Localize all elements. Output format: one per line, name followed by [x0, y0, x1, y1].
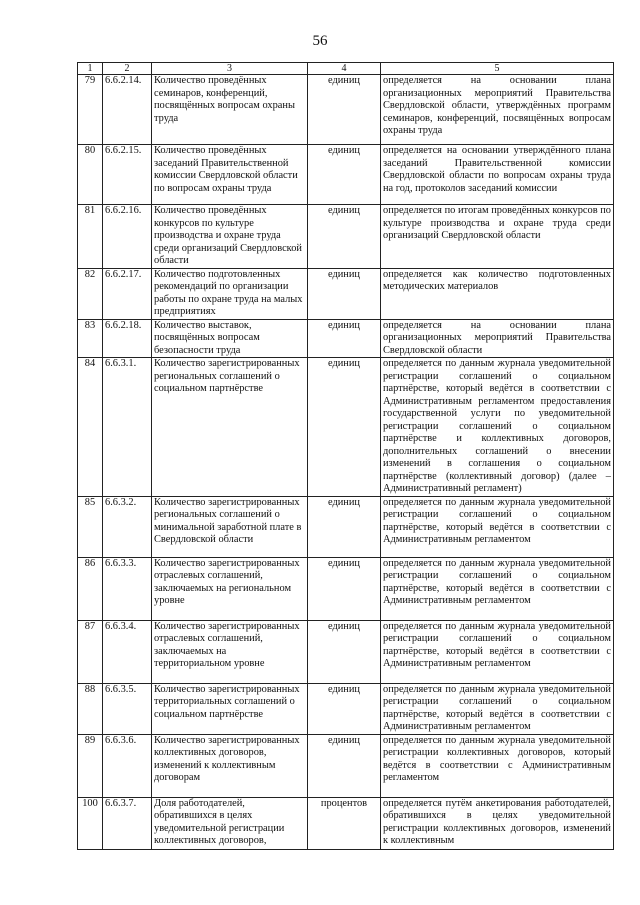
- header-col-5: 5: [381, 63, 614, 75]
- row-indicator-name: Количество проведённых семинаров, конференций, посвящённых вопросам охраны труда: [152, 75, 308, 145]
- row-indicator-name: Количество зарегистрированных региональных соглашений о минимальной заработной плате в Свердловской области: [152, 496, 308, 557]
- row-unit: единиц: [308, 620, 381, 683]
- row-indicator-name: Количество проведённых конкурсов по культуре производства и охране труда среди организаций Свердловской области: [152, 205, 308, 269]
- table-row: [78, 797, 614, 849]
- header-col-2: 2: [103, 63, 152, 75]
- row-code: 6.6.2.17.: [103, 268, 152, 319]
- table-row: [78, 319, 614, 358]
- row-method: определяется по данным журнала уведомительной регистрации соглашений о социальном партнёрстве, который ведётся в соответствии с Административным регламентом: [381, 620, 614, 683]
- row-code: 6.6.3.1.: [103, 358, 152, 497]
- header-col-3: 3: [152, 63, 308, 75]
- row-method: определяется по данным журнала уведомительной регистрации соглашений о социальном партнёрстве, который ведётся в соответствии с Административным регламентом: [381, 683, 614, 734]
- row-method: определяется по данным журнала уведомительной регистрации соглашений о социальном партнёрстве, который ведётся в соответствии с Административным регламентом: [381, 496, 614, 557]
- row-method: определяется по итогам проведённых конкурсов по культуре производства и охране труда среди организаций Свердловской области: [381, 205, 614, 269]
- row-code: 6.6.3.4.: [103, 620, 152, 683]
- row-method: определяется на основании утверждённого плана заседаний Правительственной комиссии Свердловской области по вопросам охраны труда на год, протоколов заседаний комиссии: [381, 145, 614, 205]
- row-number: 80: [78, 145, 103, 205]
- row-number: 79: [78, 75, 103, 145]
- row-indicator-name: Количество зарегистрированных коллективных договоров, изменений к коллективным договорам: [152, 734, 308, 797]
- table-row: [78, 145, 614, 205]
- table-row: [78, 683, 614, 734]
- row-code: 6.6.3.6.: [103, 734, 152, 797]
- row-unit: единиц: [308, 205, 381, 269]
- row-method: определяется путём анкетирования работодателей, обратившихся в целях уведомительной регистрации коллективных договоров, изменений к коллективным: [381, 797, 614, 849]
- row-method: определяется по данным журнала уведомительной регистрации соглашений о социальном партнёрстве, который ведётся в соответствии с Административным регламентом: [381, 557, 614, 620]
- row-number: 81: [78, 205, 103, 269]
- row-number: 86: [78, 557, 103, 620]
- row-unit: единиц: [308, 75, 381, 145]
- row-unit: единиц: [308, 734, 381, 797]
- row-number: 84: [78, 358, 103, 497]
- row-indicator-name: Количество зарегистрированных отраслевых соглашений, заключаемых на территориальном уровне: [152, 620, 308, 683]
- row-method: определяется по данным журнала уведомительной регистрации соглашений о социальном партнёрстве, который ведётся в соответствии с Административным регламентом предоставления государственной услуги по уведомительной регистрации соглашений о социальном партнёрстве и коллективных договоров, дополнительных соглашений о внесении изменений в соглашения о социальном партнёрстве (коллективный договор) (далее – Административный регламент): [381, 358, 614, 497]
- row-unit: единиц: [308, 145, 381, 205]
- row-unit: единиц: [308, 268, 381, 319]
- table-row: [78, 268, 614, 319]
- row-indicator-name: Доля работодателей, обратившихся в целях уведомительной регистрации коллективных договоров,: [152, 797, 308, 849]
- table-header: [78, 63, 614, 75]
- row-number: 85: [78, 496, 103, 557]
- table-row: [78, 358, 614, 497]
- row-indicator-name: Количество выставок, посвящённых вопросам безопасности труда: [152, 319, 308, 358]
- row-code: 6.6.2.18.: [103, 319, 152, 358]
- table-row: [78, 620, 614, 683]
- page-number: 56: [312, 33, 328, 49]
- row-indicator-name: Количество зарегистрированных территориальных соглашений о социальном партнёрстве: [152, 683, 308, 734]
- row-method: определяется по данным журнала уведомительной регистрации коллективных договоров, который ведётся в соответствии с Административным регламентом: [381, 734, 614, 797]
- row-unit: единиц: [308, 358, 381, 497]
- row-code: 6.6.3.2.: [103, 496, 152, 557]
- row-unit: единиц: [308, 319, 381, 358]
- row-method: определяется как количество подготовленных методических материалов: [381, 268, 614, 319]
- row-number: 82: [78, 268, 103, 319]
- row-method: определяется на основании плана организационных мероприятий Правительства Свердловской области, утверждённых программ семинаров, конференций, посвящённых вопросам охраны труда: [381, 75, 614, 145]
- row-code: 6.6.3.3.: [103, 557, 152, 620]
- row-method: определяется на основании плана организационных мероприятий Правительства Свердловской области: [381, 319, 614, 358]
- table-body: [78, 75, 614, 850]
- table-row: [78, 557, 614, 620]
- row-indicator-name: Количество зарегистрированных отраслевых соглашений, заключаемых на региональном уровне: [152, 557, 308, 620]
- row-number: 87: [78, 620, 103, 683]
- table-row: [78, 205, 614, 269]
- indicator-table: [77, 62, 614, 850]
- header-col-1: 1: [78, 63, 103, 75]
- table-row: [78, 75, 614, 145]
- header-col-4: 4: [308, 63, 381, 75]
- row-code: 6.6.2.14.: [103, 75, 152, 145]
- row-number: 89: [78, 734, 103, 797]
- row-unit: единиц: [308, 496, 381, 557]
- row-number: 100: [78, 797, 103, 849]
- row-unit: единиц: [308, 683, 381, 734]
- row-unit: единиц: [308, 557, 381, 620]
- row-code: 6.6.2.15.: [103, 145, 152, 205]
- row-number: 88: [78, 683, 103, 734]
- table-row: [78, 734, 614, 797]
- row-code: 6.6.3.5.: [103, 683, 152, 734]
- row-unit: процентов: [308, 797, 381, 849]
- row-indicator-name: Количество подготовленных рекомендаций по организации работы по охране труда на малых предприятиях: [152, 268, 308, 319]
- row-indicator-name: Количество зарегистрированных региональных соглашений о социальном партнёрстве: [152, 358, 308, 497]
- row-code: 6.6.2.16.: [103, 205, 152, 269]
- table-row: [78, 496, 614, 557]
- row-code: 6.6.3.7.: [103, 797, 152, 849]
- row-number: 83: [78, 319, 103, 358]
- row-indicator-name: Количество проведённых заседаний Правительственной комиссии Свердловской области по вопросам охраны труда: [152, 145, 308, 205]
